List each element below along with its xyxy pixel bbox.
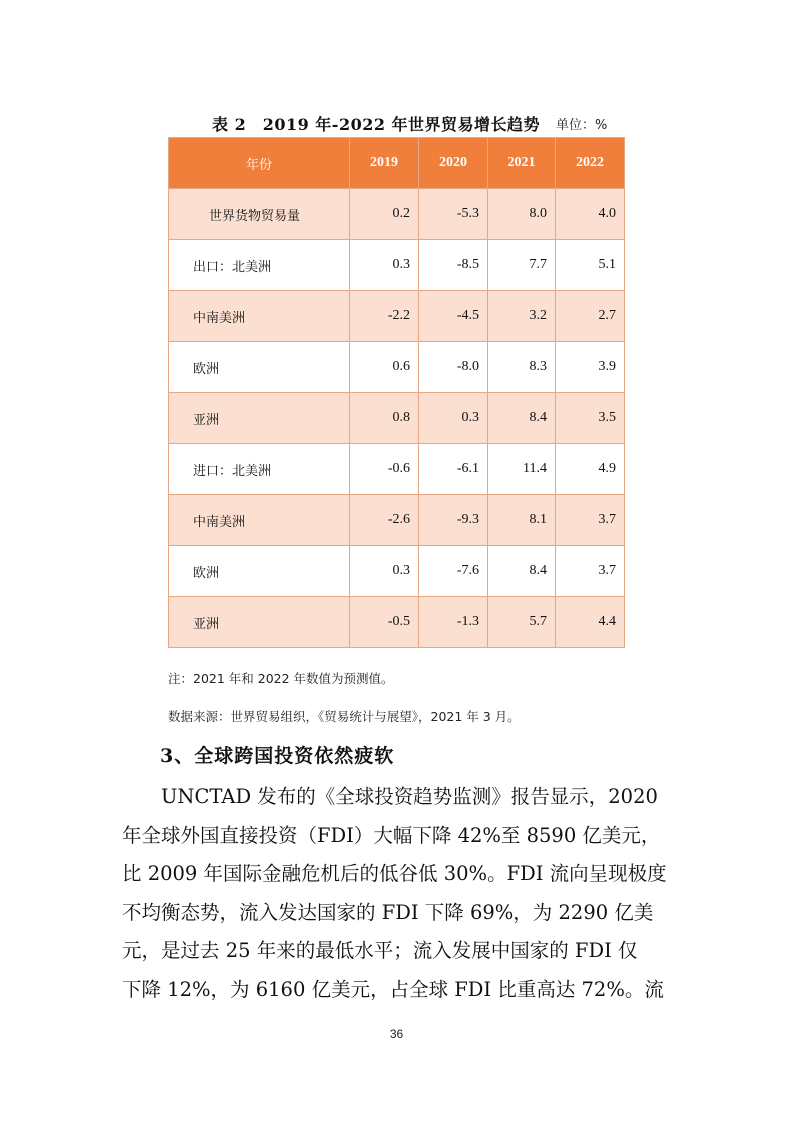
body-paragraph <box>122 778 678 1010</box>
table-caption <box>0 112 793 136</box>
header-year: 年份 <box>169 138 350 189</box>
cell-2021: 8.0 <box>488 189 556 240</box>
cell-2022: 2.7 <box>556 291 625 342</box>
cell-2021: 11.4 <box>488 444 556 495</box>
row-label: 亚洲 <box>169 597 350 648</box>
cell-2021: 3.2 <box>488 291 556 342</box>
cell-2019: -0.5 <box>350 597 419 648</box>
cell-2020: -7.6 <box>419 546 488 597</box>
page-number: 36 <box>389 1027 404 1041</box>
row-label: 欧洲 <box>169 342 350 393</box>
header-2019: 2019 <box>350 138 419 189</box>
paragraph-line: UNCTAD 发布的《全球投资趋势监测》报告显示，2020 <box>122 785 658 808</box>
row-label: 出口：北美洲 <box>169 240 350 291</box>
cell-2022: 4.0 <box>556 189 625 240</box>
section-heading: 3、全球跨国投资依然疲软 <box>160 745 395 767</box>
row-label: 亚洲 <box>169 393 350 444</box>
table-unit: 单位：% <box>556 118 608 133</box>
paragraph-line: 不均衡态势，流入发达国家的 FDI 下降 69%，为 2290 亿美 <box>122 900 654 924</box>
table-row <box>169 342 625 393</box>
table-row <box>169 546 625 597</box>
table-row <box>169 495 625 546</box>
cell-2020: -9.3 <box>419 495 488 546</box>
cell-2022: 4.9 <box>556 444 625 495</box>
cell-2021: 8.1 <box>488 495 556 546</box>
cell-2022: 3.9 <box>556 342 625 393</box>
row-label: 世界货物贸易量 <box>169 189 350 240</box>
cell-2022: 5.1 <box>556 240 625 291</box>
row-label: 中南美洲 <box>169 495 350 546</box>
cell-2022: 3.5 <box>556 393 625 444</box>
cell-2021: 8.4 <box>488 393 556 444</box>
cell-2020: -8.0 <box>419 342 488 393</box>
cell-2019: 0.6 <box>350 342 419 393</box>
table-header-row <box>169 138 625 189</box>
cell-2021: 7.7 <box>488 240 556 291</box>
cell-2022: 4.4 <box>556 597 625 648</box>
cell-2019: -0.6 <box>350 444 419 495</box>
cell-2020: -4.5 <box>419 291 488 342</box>
header-2020: 2020 <box>419 138 488 189</box>
cell-2020: -8.5 <box>419 240 488 291</box>
table-title: 表 2 2019 年-2022 年世界贸易增长趋势 <box>212 115 541 134</box>
cell-2019: 0.3 <box>350 546 419 597</box>
cell-2021: 8.3 <box>488 342 556 393</box>
cell-2020: -6.1 <box>419 444 488 495</box>
header-2021: 2021 <box>488 138 556 189</box>
table-row <box>169 291 625 342</box>
table-row <box>169 393 625 444</box>
paragraph-line: 年全球外国直接投资（FDI）大幅下降 42%至 8590 亿美元， <box>122 823 661 847</box>
cell-2020: 0.3 <box>419 393 488 444</box>
cell-2022: 3.7 <box>556 546 625 597</box>
row-label: 中南美洲 <box>169 291 350 342</box>
paragraph-line: 元，是过去 25 年来的最低水平；流入发展中国家的 FDI 仅 <box>122 939 638 963</box>
cell-2020: -1.3 <box>419 597 488 648</box>
table-note: 注：2021 年和 2022 年数值为预测值。 <box>168 671 394 686</box>
cell-2019: -2.2 <box>350 291 419 342</box>
table-row <box>169 444 625 495</box>
table-row <box>169 189 625 240</box>
cell-2019: 0.8 <box>350 393 419 444</box>
cell-2019: 0.2 <box>350 189 419 240</box>
row-label: 欧洲 <box>169 546 350 597</box>
trade-growth-table <box>168 137 625 648</box>
table-row <box>169 597 625 648</box>
paragraph-line: 比 2009 年国际金融危机后的低谷低 30%。FDI 流向呈现极度 <box>122 862 667 886</box>
table-row <box>169 240 625 291</box>
data-source-note: 数据来源：世界贸易组织，《贸易统计与展望》，2021 年 3 月。 <box>168 709 520 724</box>
cell-2019: -2.6 <box>350 495 419 546</box>
row-label: 进口：北美洲 <box>169 444 350 495</box>
header-2022: 2022 <box>556 138 625 189</box>
cell-2021: 5.7 <box>488 597 556 648</box>
cell-2022: 3.7 <box>556 495 625 546</box>
cell-2019: 0.3 <box>350 240 419 291</box>
cell-2020: -5.3 <box>419 189 488 240</box>
cell-2021: 8.4 <box>488 546 556 597</box>
paragraph-line: 下降 12%，为 6160 亿美元，占全球 FDI 比重高达 72%。流 <box>122 977 664 1001</box>
